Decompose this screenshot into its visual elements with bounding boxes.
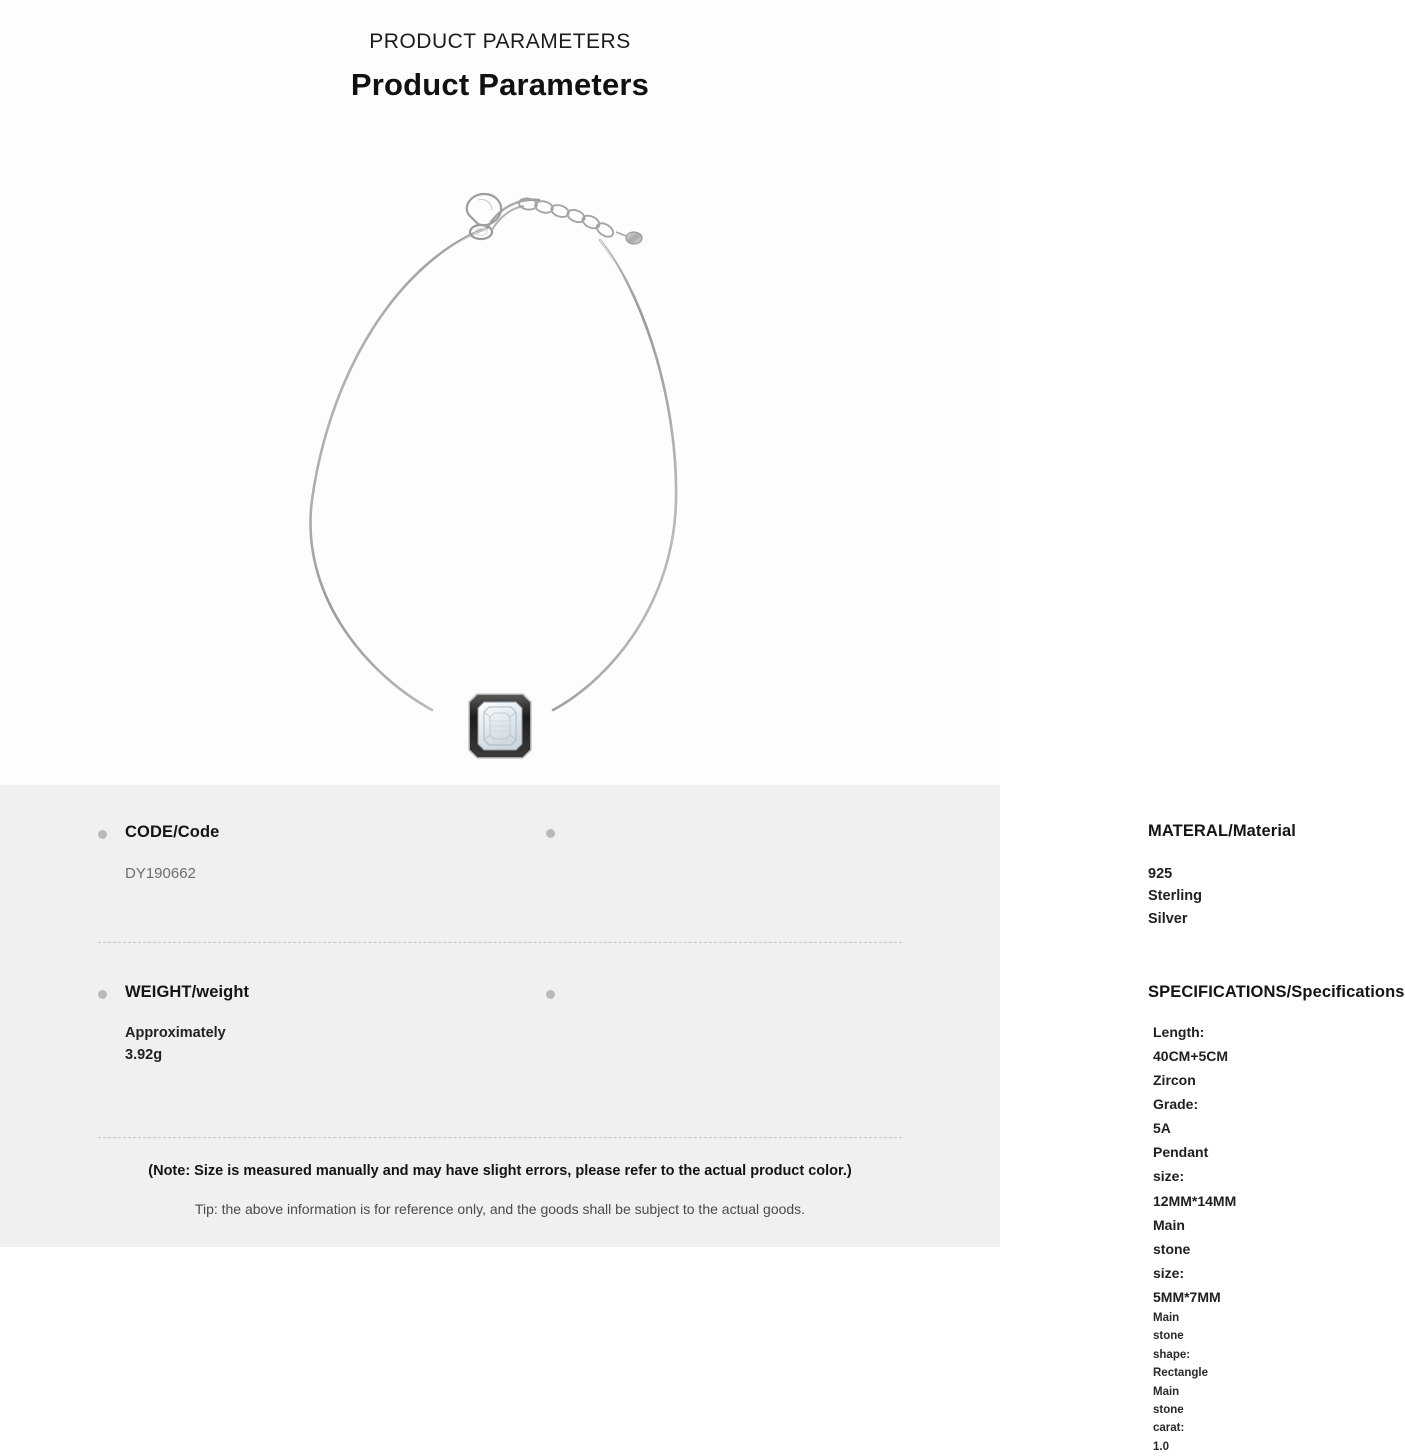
spec-title: WEIGHT/weight <box>125 983 250 1001</box>
bullet-icon <box>546 829 555 838</box>
spec-cell-material: MATERAL/Material 925 Sterling Silver <box>0 822 1000 930</box>
eyebrow-title: PRODUCT PARAMETERS <box>369 30 631 53</box>
measurement-note: (Note: Size is measured manually and may have slight errors, please refer to the actual product color.) <box>148 1163 852 1179</box>
bullet-icon <box>546 990 555 999</box>
product-image <box>0 150 1000 780</box>
spec-row <box>0 822 1296 927</box>
page-title: Product Parameters <box>350 67 650 102</box>
row-divider <box>98 942 902 943</box>
spec-cell-specifications: SPECIFICATIONS/Specifications Length: 40CM+5CM Zircon Grade: 5A Pendant size: 12MM*14MM Main stone size: 5MM*7MM Main stone shape: Rectangle Main stone carat: 1.0 <box>0 983 1000 1456</box>
spec-title: CODE/Code <box>125 823 220 841</box>
spec-value: Approximately 3.92g <box>125 1025 226 1064</box>
row-divider <box>98 1137 902 1138</box>
reference-tip: Tip: the above information is for reference only, and the goods shall be subject to the actual goods. <box>194 1201 806 1217</box>
spec-value: DY190662 <box>125 865 196 882</box>
hero-section <box>0 0 1000 785</box>
necklace-illustration <box>0 150 1000 780</box>
